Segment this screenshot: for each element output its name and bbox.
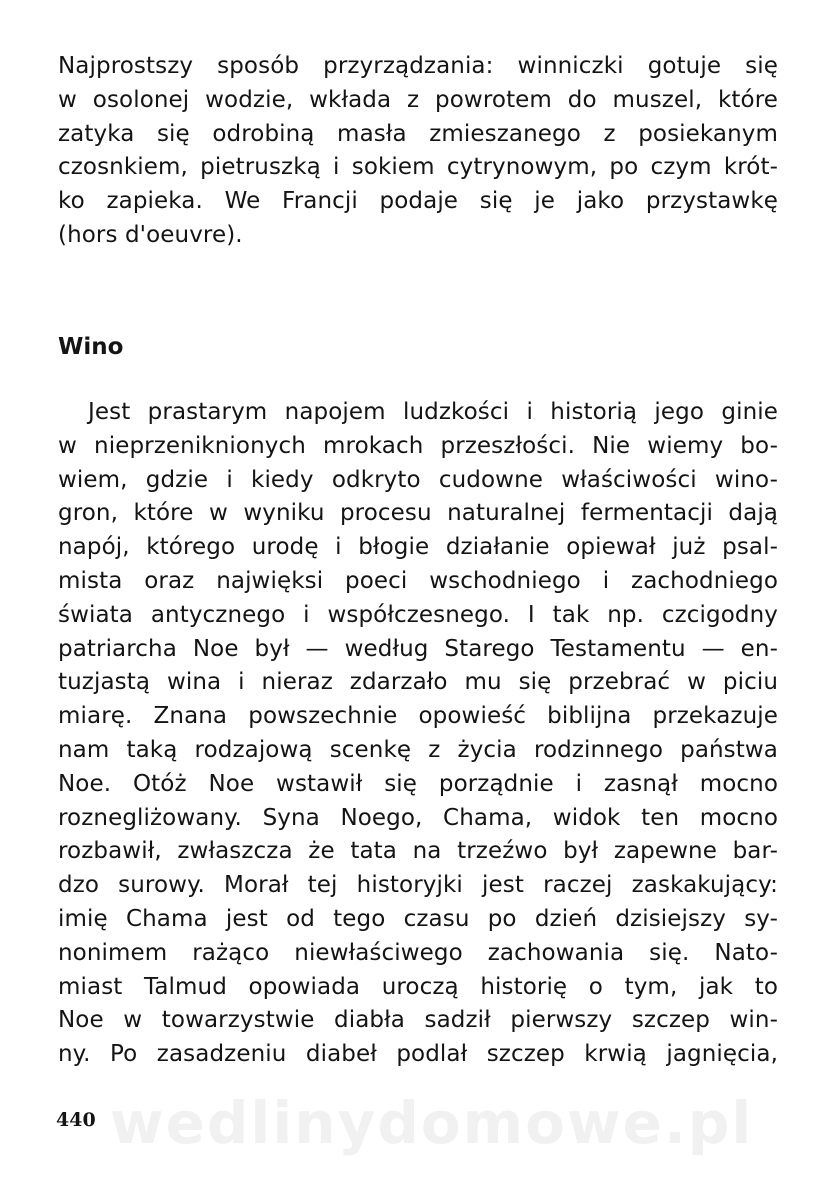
text-line: w osolonej wodzie, wkłada z powrotem do muszel, które <box>58 86 778 113</box>
text-line: wiem, gdzie i kiedy odkryto cudowne właściwości wino- <box>58 466 778 493</box>
text-line: Noe w towarzystwie diabła sadził pierwszy szczep win- <box>58 1007 778 1034</box>
text-line: zatyka się odrobiną masła zmieszanego z posiekanym <box>58 120 778 147</box>
text-line: rozbawił, zwłaszcza że tata na trzeźwo był zapewne bar- <box>58 838 778 865</box>
text-line: tuzjastą wina i nieraz zdarzało mu się przebrać w piciu <box>58 669 778 696</box>
text-line: nam taką rodzajową scenkę z życia rodzinnego państwa <box>58 736 778 763</box>
text-line: (hors d'oeuvre). <box>58 221 243 248</box>
text-line: gron, które w wyniku procesu naturalnej fermentacji dają <box>58 500 778 527</box>
text-line: Jest prastarym napojem ludzkości i historią jego ginie <box>88 399 778 425</box>
text-line: patriarcha Noe był — według Starego Testamentu — en- <box>58 635 778 662</box>
watermark: wedlinydomowe.pl <box>110 1089 754 1157</box>
text-line: Najprostszy sposób przyrządzania: winniczki gotuje się <box>58 53 778 79</box>
text-line: w nieprzeniknionych mrokach przeszłości. Nie wiemy bo- <box>58 432 778 459</box>
text-line: Noe. Otóż Noe wstawił się porządnie i zasnął mocno <box>58 770 778 797</box>
text-line: ko zapieka. We Francji podaje się je jako przystawkę <box>58 188 778 215</box>
section-heading: Wino <box>58 334 124 360</box>
text-line: nonimem rażąco niewłaściwego zachowania się. Nato- <box>58 939 778 966</box>
page-number: 440 <box>56 1109 96 1131</box>
paragraph-preparation <box>58 50 778 253</box>
text-line: roznegliżowany. Syna Noego, Chama, widok ten mocno <box>58 804 778 831</box>
text-line: miarę. Znana powszechnie opowieść biblijna przekazuje <box>58 703 778 730</box>
paragraph-wine <box>58 396 778 1072</box>
text-line: świata antycznego i współczesnego. I tak np. czcigodny <box>58 601 778 628</box>
text-line: napój, którego urodę i błogie działanie opiewał już psal- <box>58 534 778 561</box>
text-line: dzo surowy. Morał tej historyjki jest raczej zaskakujący: <box>58 872 778 899</box>
text-line: miast Talmud opowiada uroczą historię o tym, jak to <box>58 973 778 1000</box>
text-line: ny. Po zasadzeniu diabeł podlał szczep krwią jagnięcia, <box>58 1041 778 1068</box>
text-line: imię Chama jest od tego czasu po dzień dzisiejszy sy- <box>58 905 778 932</box>
text-line: mista oraz najwięksi poeci wschodniego i zachodniego <box>58 567 778 594</box>
text-line: czosnkiem, pietruszką i sokiem cytrynowym, po czym krót- <box>58 154 778 181</box>
